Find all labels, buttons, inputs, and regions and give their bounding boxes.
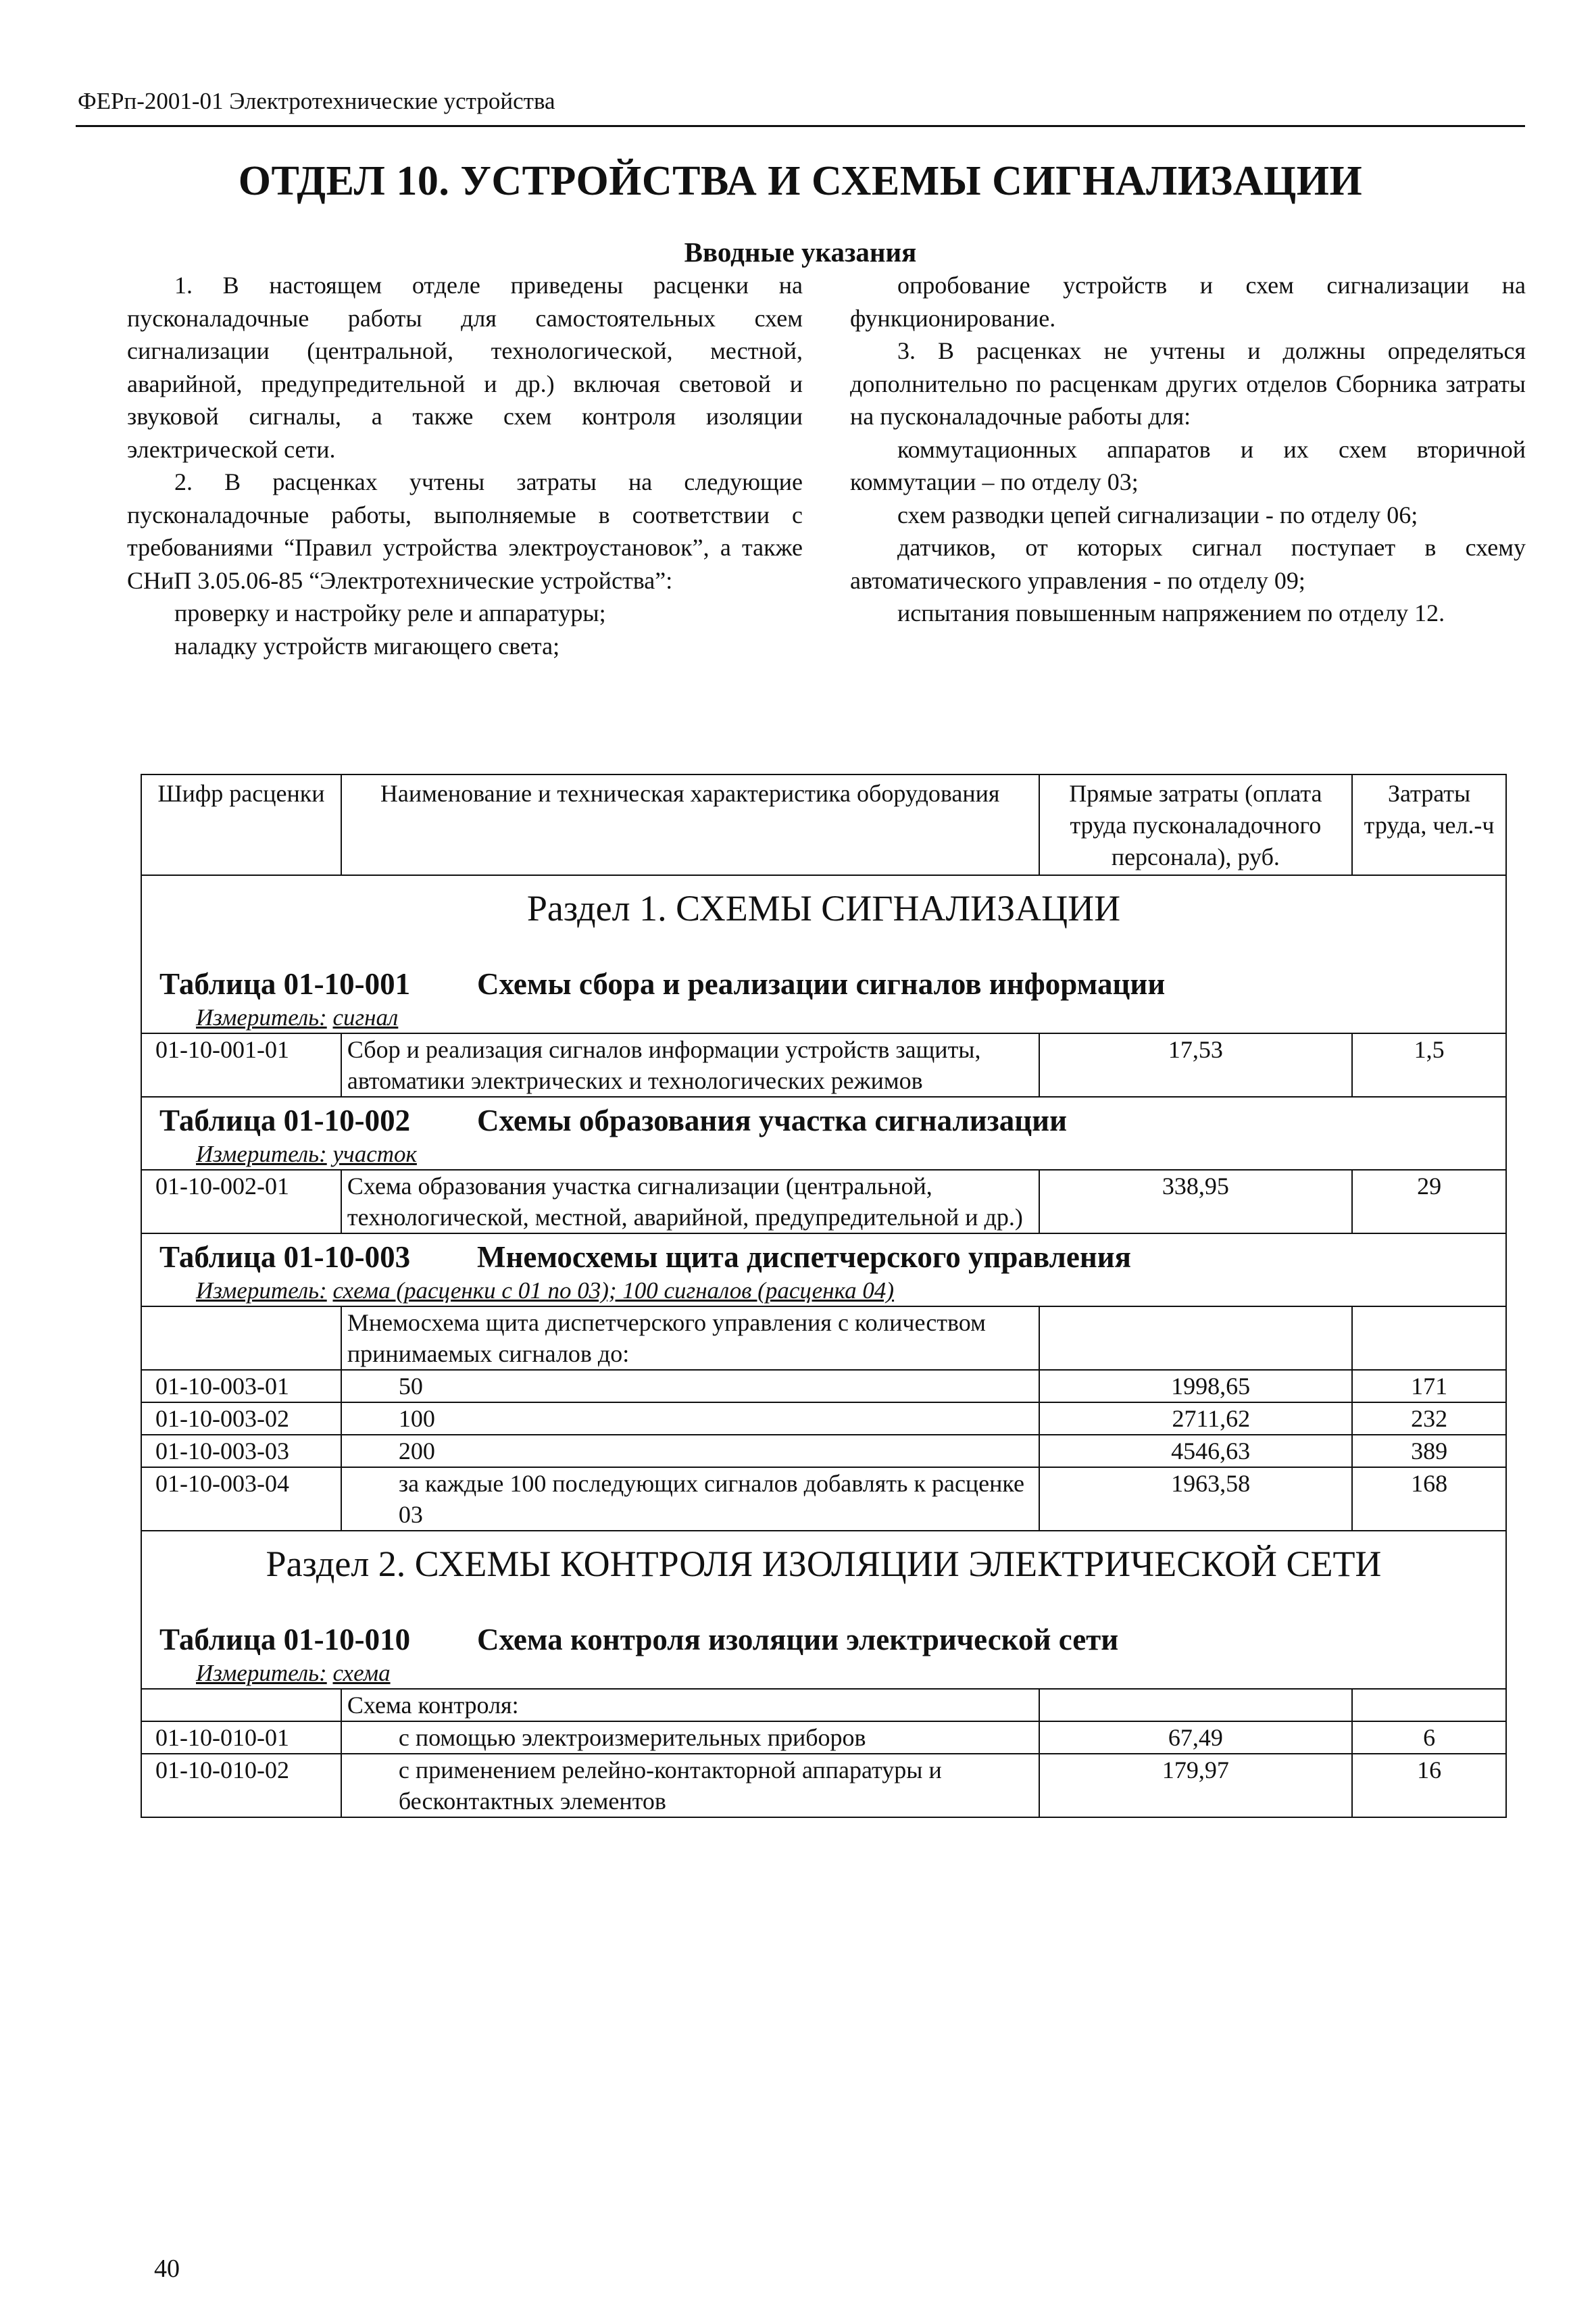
measure-unit: [141, 1276, 1506, 1306]
header-code: Шифр расценки: [141, 774, 341, 875]
row-name: 50: [341, 1370, 1039, 1402]
row-cost: 17,53: [1039, 1033, 1353, 1097]
table-title-row: [141, 1590, 1506, 1658]
table-title-name: Мнемосхемы щита диспетчерского управления: [477, 1240, 1132, 1274]
table-title: [141, 1590, 1506, 1658]
table-row: [141, 1402, 1506, 1435]
row-code: 01-10-001-01: [141, 1033, 341, 1097]
row-code: 01-10-003-03: [141, 1435, 341, 1467]
intro-column-right: [850, 269, 1526, 630]
row-name: с применением релейно-контакторной аппаратуры и бесконтактных элементов: [341, 1754, 1039, 1817]
running-header: ФЕРп-2001-01 Электротехнические устройства: [78, 88, 555, 114]
section-title: Раздел 2. СХЕМЫ КОНТРОЛЯ ИЗОЛЯЦИИ ЭЛЕКТРИЧЕСКОЙ СЕТИ: [141, 1531, 1506, 1590]
measure-row: [141, 1003, 1506, 1033]
row-cost: 338,95: [1039, 1170, 1353, 1233]
row-name: 200: [341, 1435, 1039, 1467]
row-code: 01-10-010-01: [141, 1721, 341, 1754]
intro-paragraph: проверку и настройку реле и аппаратуры;: [174, 599, 606, 626]
intro-heading: Вводные указания: [684, 237, 917, 268]
intro-paragraph: датчиков, от которых сигнал поступает в схему автоматического управления - по отделу 09;: [850, 534, 1526, 594]
row-cost: 4546,63: [1039, 1435, 1353, 1467]
table-title-row: [141, 1233, 1506, 1276]
row-cost: 1998,65: [1039, 1370, 1353, 1402]
table-title-name: Схемы сбора и реализации сигналов информации: [477, 967, 1166, 1001]
row-code: 01-10-002-01: [141, 1170, 341, 1233]
group-name: Мнемосхема щита диспетчерского управления с количеством принимаемых сигналов до:: [341, 1306, 1039, 1370]
section-row: [141, 1531, 1506, 1590]
table-row: [141, 1721, 1506, 1754]
table-row: [141, 1170, 1506, 1233]
measure-row: [141, 1658, 1506, 1689]
table-title-row: [141, 934, 1506, 1003]
row-name: Сбор и реализация сигналов информации устройств защиты, автоматики электрических и технологических режимов: [341, 1033, 1039, 1097]
row-labor: 171: [1352, 1370, 1506, 1402]
group-cost: [1039, 1306, 1353, 1370]
section-title: Раздел 1. СХЕМЫ СИГНАЛИЗАЦИИ: [141, 875, 1506, 934]
row-code: 01-10-003-01: [141, 1370, 341, 1402]
table-title-name: Схема контроля изоляции электрической сети: [477, 1623, 1119, 1656]
group-labor: [1352, 1689, 1506, 1721]
row-labor: 168: [1352, 1467, 1506, 1531]
table-row: [141, 1754, 1506, 1817]
measure-row: [141, 1139, 1506, 1170]
row-name: за каждые 100 последующих сигналов добавлять к расценке 03: [341, 1467, 1039, 1531]
table-group-row: [141, 1306, 1506, 1370]
row-name: с помощью электроизмерительных приборов: [341, 1721, 1039, 1754]
measure-label: Измеритель:: [196, 1141, 327, 1167]
section-row: [141, 875, 1506, 934]
intro-paragraph: 1. В настоящем отделе приведены расценки на пусконаладочные работы для самостоятельных схем сигнализации (центральной, технологической, местной, аварийной, предупредительной и др.) включая световой и звуковой сигналы, а также схем контроля изоляции электрической сети.: [127, 272, 803, 463]
header-rule: [76, 125, 1525, 127]
measure-value: участок: [332, 1141, 417, 1167]
table-title-code: Таблица 01-10-002: [159, 1104, 411, 1137]
table-title-code: Таблица 01-10-001: [159, 967, 411, 1001]
row-cost: 1963,58: [1039, 1467, 1353, 1531]
measure-value: схема (расценки с 01 по 03); 100 сигналов (расценка 04): [332, 1277, 895, 1304]
table-title-row: [141, 1097, 1506, 1139]
table-header-row: [141, 774, 1506, 875]
norm-table: [141, 774, 1507, 1818]
row-name: Схема образования участка сигнализации (центральной, технологической, местной, аварийной, предупредительной и др.): [341, 1170, 1039, 1233]
intro-paragraph: опробование устройств и схем сигнализации на функционирование.: [850, 272, 1526, 332]
table-title: [141, 1097, 1506, 1139]
intro-paragraph: коммутационных аппаратов и их схем вторичной коммутации – по отделу 03;: [850, 435, 1526, 495]
measure-unit: [141, 1658, 1506, 1689]
intro-paragraph: схем разводки цепей сигнализации - по отделу 06;: [897, 501, 1418, 528]
table-title-code: Таблица 01-10-003: [159, 1240, 411, 1274]
intro-paragraph: 3. В расценках не учтены и должны определяться дополнительно по расценкам других отделов Сборника затраты на пусконаладочные работы для:: [850, 337, 1526, 430]
chapter-title: ОТДЕЛ 10. УСТРОЙСТВА И СХЕМЫ СИГНАЛИЗАЦИИ: [238, 158, 1363, 204]
table-title-code: Таблица 01-10-010: [159, 1623, 411, 1656]
page-number: 40: [154, 2255, 180, 2283]
row-labor: 6: [1352, 1721, 1506, 1754]
row-name: 100: [341, 1402, 1039, 1435]
header-direct-costs: Прямые затраты (оплата труда пусконаладочного персонала), руб.: [1039, 774, 1353, 875]
table-title-name: Схемы образования участка сигнализации: [477, 1104, 1068, 1137]
measure-unit: [141, 1003, 1506, 1033]
table-row: [141, 1435, 1506, 1467]
header-labor: Затраты труда, чел.-ч: [1352, 774, 1506, 875]
row-cost: 67,49: [1039, 1721, 1353, 1754]
row-cost: 2711,62: [1039, 1402, 1353, 1435]
group-code: [141, 1689, 341, 1721]
group-cost: [1039, 1689, 1353, 1721]
measure-value: схема: [332, 1660, 391, 1686]
intro-paragraph: 2. В расценках учтены затраты на следующие пусконаладочные работы, выполняемые в соответствии с требованиями “Правил устройства электроустановок”, а также СНиП 3.05.06-85 “Электротехнические устройства”:: [127, 468, 803, 594]
measure-value: сигнал: [332, 1004, 399, 1031]
row-labor: 29: [1352, 1170, 1506, 1233]
measure-unit: [141, 1139, 1506, 1170]
row-code: 01-10-003-02: [141, 1402, 341, 1435]
intro-paragraph: наладку устройств мигающего света;: [174, 632, 560, 660]
table-group-row: [141, 1689, 1506, 1721]
intro-column-left: [127, 269, 803, 662]
group-code: [141, 1306, 341, 1370]
group-labor: [1352, 1306, 1506, 1370]
group-name: Схема контроля:: [341, 1689, 1039, 1721]
table-row: [141, 1033, 1506, 1097]
measure-label: Измеритель:: [196, 1660, 327, 1686]
measure-label: Измеритель:: [196, 1004, 327, 1031]
measure-row: [141, 1276, 1506, 1306]
intro-paragraph: испытания повышенным напряжением по отделу 12.: [897, 599, 1445, 626]
row-labor: 389: [1352, 1435, 1506, 1467]
row-code: 01-10-003-04: [141, 1467, 341, 1531]
table-title: [141, 934, 1506, 1003]
table-row: [141, 1467, 1506, 1531]
table-row: [141, 1370, 1506, 1402]
row-labor: 1,5: [1352, 1033, 1506, 1097]
header-name: Наименование и техническая характеристика оборудования: [341, 774, 1039, 875]
row-code: 01-10-010-02: [141, 1754, 341, 1817]
row-cost: 179,97: [1039, 1754, 1353, 1817]
row-labor: 16: [1352, 1754, 1506, 1817]
measure-label: Измеритель:: [196, 1277, 327, 1304]
row-labor: 232: [1352, 1402, 1506, 1435]
table-title: [141, 1233, 1506, 1276]
